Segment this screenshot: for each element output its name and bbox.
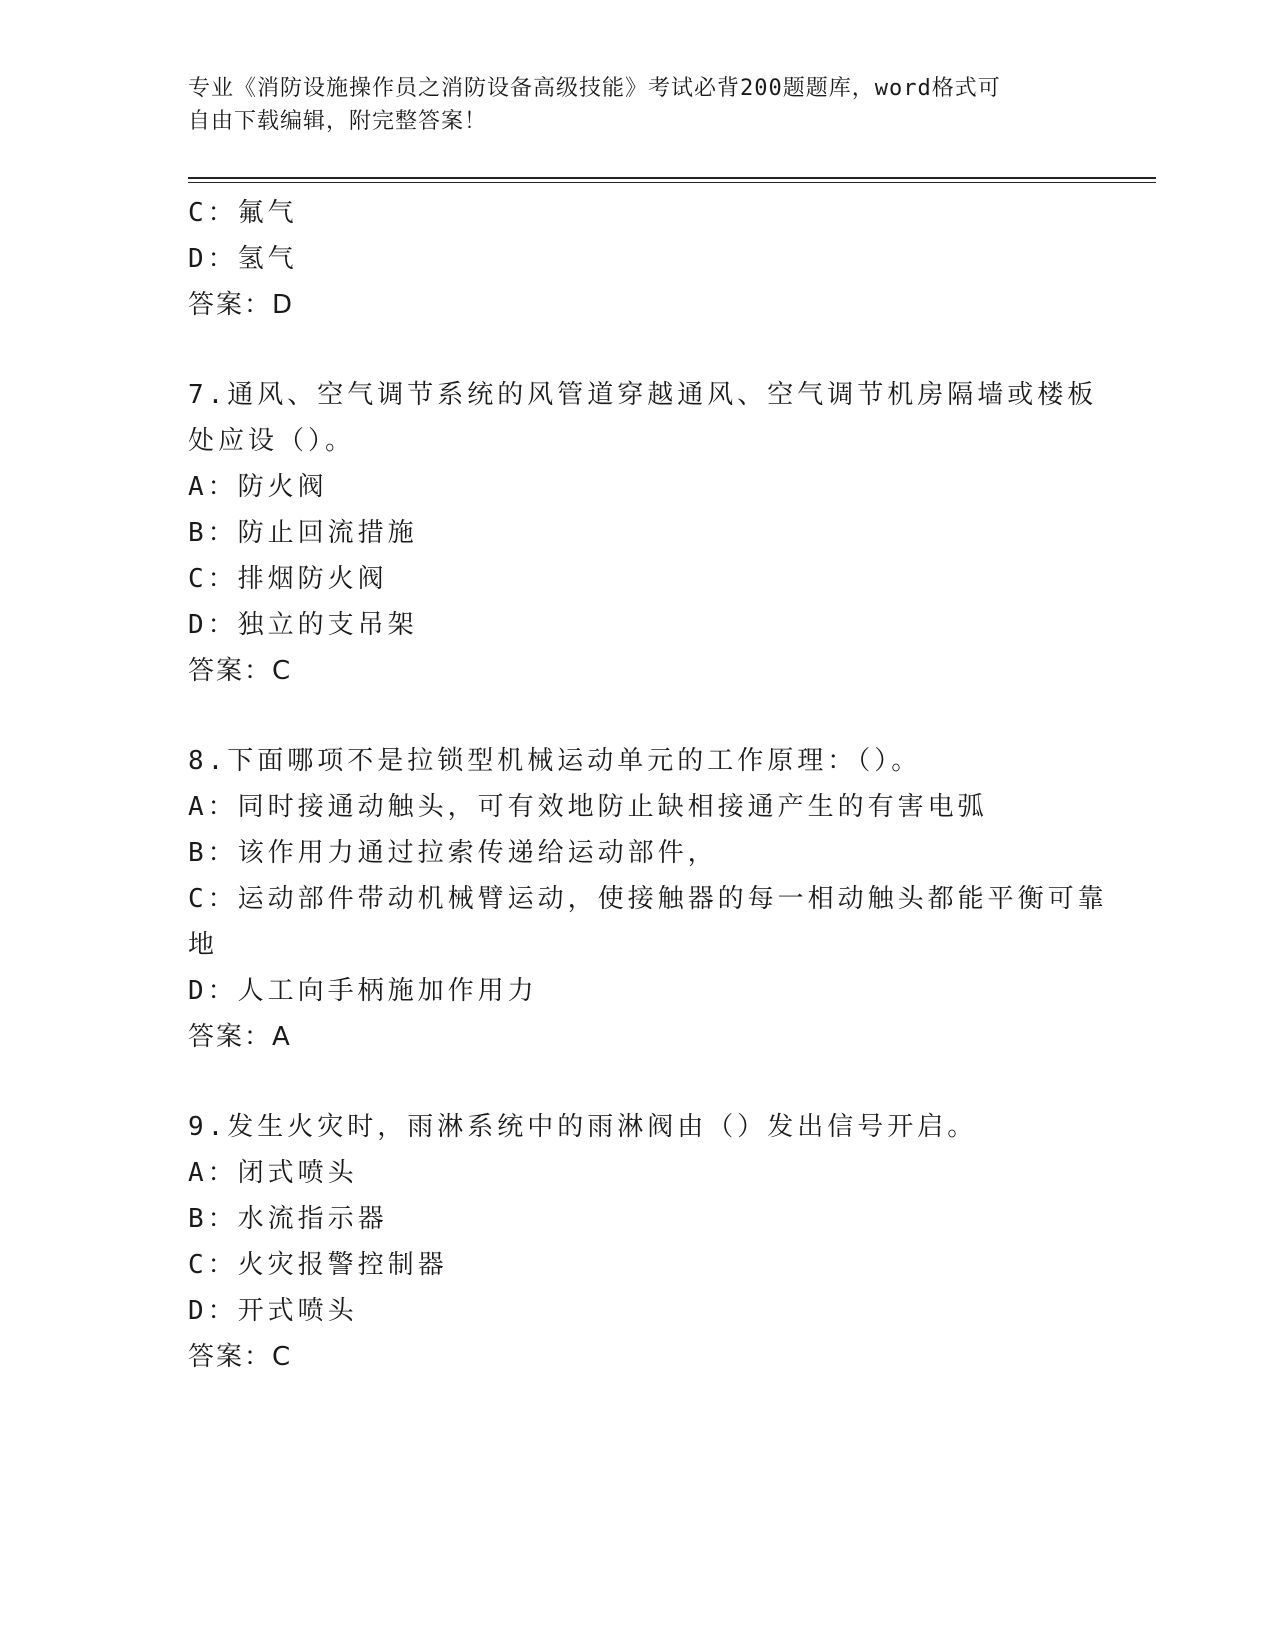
question-8 <box>188 738 1108 1060</box>
document-body <box>188 190 1108 1380</box>
question-7 <box>188 372 1098 694</box>
header-line-1: 专业《消防设施操作员之消防设备高级技能》考试必背200题题库，word格式可 <box>188 76 1001 101</box>
option-c-continued: 地 <box>188 930 219 960</box>
question-9 <box>188 1104 1088 1380</box>
document-header <box>188 72 1088 138</box>
option-c: C：运动部件带动机械臂运动，使接触器的每一相动触头都能平衡可靠 <box>188 884 1108 914</box>
spacer <box>188 1060 1088 1104</box>
option-c: C：氟气 <box>188 198 298 228</box>
spacer <box>188 694 1088 738</box>
option-d: D：开式喷头 <box>188 1296 358 1326</box>
option-d: D：独立的支吊架 <box>188 610 418 640</box>
header-line-2: 自由下载编辑，附完整答案！ <box>188 109 488 134</box>
option-a: A：同时接通动触头，可有效地防止缺相接通产生的有害电弧 <box>188 792 988 822</box>
question-6-tail <box>188 190 1088 328</box>
option-a: A：闭式喷头 <box>188 1158 358 1188</box>
answer: 答案：D <box>188 290 295 320</box>
option-d: D：氢气 <box>188 244 298 274</box>
answer: 答案：C <box>188 1342 293 1372</box>
option-a: A：防火阀 <box>188 472 328 502</box>
question-stem: 7.通风、空气调节系统的风管道穿越通风、空气调节机房隔墙或楼板 <box>188 380 1098 410</box>
option-c: C：火灾报警控制器 <box>188 1250 448 1280</box>
question-stem: 8.下面哪项不是拉锁型机械运动单元的工作原理：（）。 <box>188 746 922 776</box>
answer: 答案：C <box>188 656 293 686</box>
header-divider-thin <box>188 182 1156 183</box>
option-b: B：水流指示器 <box>188 1204 388 1234</box>
spacer <box>188 328 1088 372</box>
option-b: B：该作用力通过拉索传递给运动部件， <box>188 838 718 868</box>
option-c: C：排烟防火阀 <box>188 564 388 594</box>
answer: 答案：A <box>188 1022 292 1052</box>
question-stem-continued: 处应设（）。 <box>188 426 356 456</box>
question-stem: 9.发生火灾时，雨淋系统中的雨淋阀由（）发出信号开启。 <box>188 1112 978 1142</box>
header-divider-thick <box>188 177 1156 179</box>
option-d: D：人工向手柄施加作用力 <box>188 976 538 1006</box>
option-b: B：防止回流措施 <box>188 518 418 548</box>
